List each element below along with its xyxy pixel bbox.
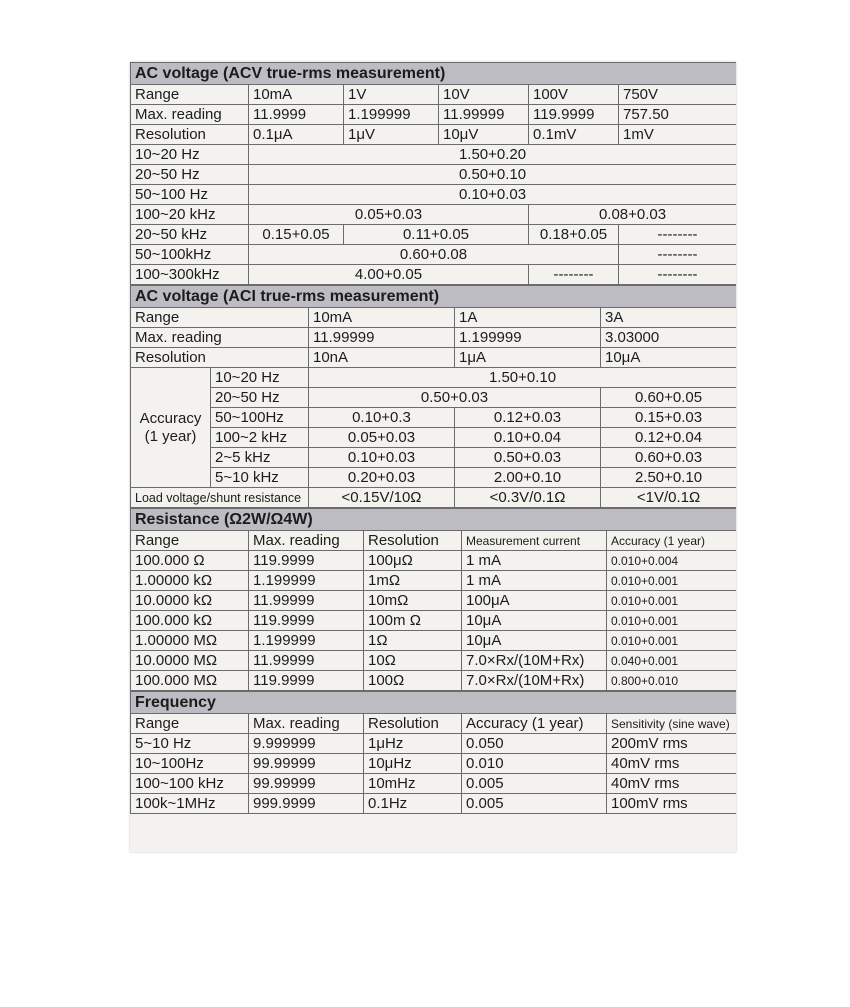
aci-accuracy-value: 2.00+0.10: [455, 468, 601, 488]
acv-resolution-value: 0.1mV: [529, 125, 619, 145]
frequency-cell: 9.999999: [249, 734, 364, 754]
acv-resolution-label: Resolution: [131, 125, 249, 145]
frequency-cell: 999.9999: [249, 794, 364, 814]
resistance-cell: 0.010+0.001: [607, 591, 737, 611]
acv-freq-label: 20~50 kHz: [131, 225, 249, 245]
aci-max-label: Max. reading: [131, 328, 309, 348]
aci-max-value: 3.03000: [601, 328, 737, 348]
aci-accuracy-label-line1: Accuracy: [139, 409, 202, 427]
aci-acc-row: [131, 448, 737, 468]
resistance-cell: 0.800+0.010: [607, 671, 737, 691]
aci-range-label: Range: [131, 308, 309, 328]
frequency-cell: 40mV rms: [607, 754, 737, 774]
acv-50-100k-row: [131, 245, 737, 265]
aci-resolution-value: 1μA: [455, 348, 601, 368]
resistance-header-row: [131, 531, 737, 551]
acv-freq-row: [131, 145, 737, 165]
acv-accuracy-value: 0.11+0.05: [344, 225, 529, 245]
resistance-row: [131, 631, 737, 651]
acv-resolution-row: [131, 125, 737, 145]
frequency-cell: 100k~1MHz: [131, 794, 249, 814]
resistance-cell: 1 mA: [462, 571, 607, 591]
resistance-cell: 10.0000 MΩ: [131, 651, 249, 671]
resistance-cell: 1.199999: [249, 631, 364, 651]
acv-accuracy-value: 0.05+0.03: [249, 205, 529, 225]
frequency-header: Resolution: [364, 714, 462, 734]
resistance-row: [131, 671, 737, 691]
acv-range-row: [131, 85, 737, 105]
frequency-cell: 200mV rms: [607, 734, 737, 754]
acv-max-row: [131, 105, 737, 125]
frequency-cell: 99.99999: [249, 754, 364, 774]
aci-accuracy-value: 0.12+0.03: [455, 408, 601, 428]
frequency-row: [131, 754, 737, 774]
resistance-cell: 119.9999: [249, 671, 364, 691]
aci-title: AC voltage (ACI true-rms measurement): [131, 286, 737, 308]
aci-freq-label: 50~100Hz: [211, 408, 309, 428]
acv-accuracy-value: --------: [619, 265, 737, 285]
resistance-cell: 10.0000 kΩ: [131, 591, 249, 611]
frequency-table: [130, 691, 736, 814]
acv-range-value: 1V: [344, 85, 439, 105]
aci-accuracy-value: 0.10+0.03: [309, 448, 455, 468]
aci-resolution-value: 10μA: [601, 348, 737, 368]
acv-max-value: 11.9999: [249, 105, 344, 125]
frequency-cell: 0.005: [462, 794, 607, 814]
acv-resolution-value: 0.1μA: [249, 125, 344, 145]
aci-freq-label: 5~10 kHz: [211, 468, 309, 488]
aci-accuracy-label: [131, 368, 211, 488]
resistance-cell: 10μA: [462, 611, 607, 631]
resistance-header: Accuracy (1 year): [607, 531, 737, 551]
acv-max-label: Max. reading: [131, 105, 249, 125]
resistance-cell: 119.9999: [249, 611, 364, 631]
frequency-cell: 0.005: [462, 774, 607, 794]
acv-title: AC voltage (ACV true-rms measurement): [131, 63, 737, 85]
resistance-row: [131, 571, 737, 591]
aci-acc-row: [131, 388, 737, 408]
acv-freq-label: 50~100kHz: [131, 245, 249, 265]
acv-resolution-value: 1mV: [619, 125, 737, 145]
acv-accuracy-value: 0.15+0.05: [249, 225, 344, 245]
frequency-header: Max. reading: [249, 714, 364, 734]
aci-accuracy-value: 1.50+0.10: [309, 368, 737, 388]
aci-accuracy-value: 0.60+0.03: [601, 448, 737, 468]
resistance-header: Max. reading: [249, 531, 364, 551]
frequency-header-row: [131, 714, 737, 734]
resistance-row: [131, 611, 737, 631]
resistance-cell: 0.040+0.001: [607, 651, 737, 671]
aci-table: [130, 285, 736, 508]
resistance-header: Resolution: [364, 531, 462, 551]
aci-load-label: Load voltage/shunt resistance: [131, 488, 309, 508]
acv-accuracy-value: --------: [619, 245, 737, 265]
aci-resolution-label: Resolution: [131, 348, 309, 368]
aci-max-row: [131, 328, 737, 348]
frequency-cell: 1μHz: [364, 734, 462, 754]
aci-load-value: <0.15V/10Ω: [309, 488, 455, 508]
resistance-cell: 119.9999: [249, 551, 364, 571]
acv-freq-label: 10~20 Hz: [131, 145, 249, 165]
aci-accuracy-value: 2.50+0.10: [601, 468, 737, 488]
frequency-title: Frequency: [131, 692, 737, 714]
aci-accuracy-value: 0.10+0.3: [309, 408, 455, 428]
aci-accuracy-label-line2: (1 year): [144, 427, 197, 445]
frequency-row: [131, 774, 737, 794]
aci-accuracy-value: 0.60+0.05: [601, 388, 737, 408]
resistance-cell: 1Ω: [364, 631, 462, 651]
resistance-cell: 7.0×Rx/(10M+Rx): [462, 651, 607, 671]
acv-resolution-value: 10μV: [439, 125, 529, 145]
acv-accuracy-value: 0.60+0.08: [249, 245, 619, 265]
acv-accuracy-value: 0.18+0.05: [529, 225, 619, 245]
aci-load-value: <1V/0.1Ω: [601, 488, 737, 508]
resistance-cell: 11.99999: [249, 591, 364, 611]
resistance-header: Measurement current: [462, 531, 607, 551]
resistance-cell: 0.010+0.001: [607, 631, 737, 651]
acv-range-value: 10mA: [249, 85, 344, 105]
resistance-cell: 100.000 Ω: [131, 551, 249, 571]
acv-freq-value: 0.50+0.10: [249, 165, 737, 185]
acv-freq-label: 50~100 Hz: [131, 185, 249, 205]
resistance-cell: 10mΩ: [364, 591, 462, 611]
resistance-cell: 100Ω: [364, 671, 462, 691]
spec-sheet: [130, 62, 736, 852]
frequency-cell: 0.1Hz: [364, 794, 462, 814]
aci-resolution-value: 10nA: [309, 348, 455, 368]
acv-max-value: 11.99999: [439, 105, 529, 125]
resistance-cell: 1.00000 MΩ: [131, 631, 249, 651]
acv-freq-row: [131, 185, 737, 205]
resistance-cell: 100μΩ: [364, 551, 462, 571]
aci-resolution-row: [131, 348, 737, 368]
acv-max-value: 757.50: [619, 105, 737, 125]
aci-freq-label: 100~2 kHz: [211, 428, 309, 448]
acv-100-300k-row: [131, 265, 737, 285]
acv-freq-value: 0.10+0.03: [249, 185, 737, 205]
acv-accuracy-value: 4.00+0.05: [249, 265, 529, 285]
resistance-row: [131, 591, 737, 611]
aci-accuracy-value: 0.12+0.04: [601, 428, 737, 448]
frequency-cell: 10mHz: [364, 774, 462, 794]
aci-acc-row: [131, 408, 737, 428]
resistance-row: [131, 651, 737, 671]
frequency-row: [131, 794, 737, 814]
acv-range-value: 10V: [439, 85, 529, 105]
resistance-cell: 10Ω: [364, 651, 462, 671]
frequency-header: Sensitivity (sine wave): [607, 714, 737, 734]
aci-accuracy-value: 0.50+0.03: [309, 388, 601, 408]
aci-accuracy-value: 0.50+0.03: [455, 448, 601, 468]
acv-range-value: 100V: [529, 85, 619, 105]
acv-accuracy-value: --------: [619, 225, 737, 245]
acv-range-value: 750V: [619, 85, 737, 105]
aci-freq-label: 2~5 kHz: [211, 448, 309, 468]
aci-max-value: 1.199999: [455, 328, 601, 348]
aci-acc-row: [131, 428, 737, 448]
aci-max-value: 11.99999: [309, 328, 455, 348]
acv-freq-label: 100~300kHz: [131, 265, 249, 285]
resistance-cell: 100.000 MΩ: [131, 671, 249, 691]
aci-range-value: 3A: [601, 308, 737, 328]
acv-20-50k-row: [131, 225, 737, 245]
frequency-cell: 5~10 Hz: [131, 734, 249, 754]
resistance-title: Resistance (Ω2W/Ω4W): [131, 509, 737, 531]
frequency-cell: 40mV rms: [607, 774, 737, 794]
frequency-cell: 0.010: [462, 754, 607, 774]
aci-freq-label: 20~50 Hz: [211, 388, 309, 408]
aci-freq-label: 10~20 Hz: [211, 368, 309, 388]
aci-accuracy-value: 0.20+0.03: [309, 468, 455, 488]
frequency-cell: 0.050: [462, 734, 607, 754]
frequency-cell: 100~100 kHz: [131, 774, 249, 794]
acv-accuracy-value: 0.08+0.03: [529, 205, 737, 225]
resistance-cell: 10μA: [462, 631, 607, 651]
frequency-header: Accuracy (1 year): [462, 714, 607, 734]
acv-max-value: 1.199999: [344, 105, 439, 125]
aci-load-value: <0.3V/0.1Ω: [455, 488, 601, 508]
aci-load-row: [131, 488, 737, 508]
resistance-row: [131, 551, 737, 571]
aci-range-value: 10mA: [309, 308, 455, 328]
acv-resolution-value: 1μV: [344, 125, 439, 145]
acv-max-value: 119.9999: [529, 105, 619, 125]
aci-accuracy-value: 0.15+0.03: [601, 408, 737, 428]
frequency-cell: 10μHz: [364, 754, 462, 774]
resistance-cell: 1.00000 kΩ: [131, 571, 249, 591]
acv-freq-value: 1.50+0.20: [249, 145, 737, 165]
aci-accuracy-value: 0.10+0.04: [455, 428, 601, 448]
aci-acc-row: [131, 468, 737, 488]
resistance-cell: 100.000 kΩ: [131, 611, 249, 631]
frequency-row: [131, 734, 737, 754]
acv-freq-row: [131, 165, 737, 185]
acv-accuracy-value: --------: [529, 265, 619, 285]
resistance-cell: 0.010+0.004: [607, 551, 737, 571]
frequency-cell: 100mV rms: [607, 794, 737, 814]
acv-100-20k-row: [131, 205, 737, 225]
frequency-cell: 10~100Hz: [131, 754, 249, 774]
resistance-cell: 0.010+0.001: [607, 611, 737, 631]
resistance-cell: 11.99999: [249, 651, 364, 671]
frequency-cell: 99.99999: [249, 774, 364, 794]
frequency-header: Range: [131, 714, 249, 734]
resistance-header: Range: [131, 531, 249, 551]
resistance-cell: 1.199999: [249, 571, 364, 591]
resistance-cell: 7.0×Rx/(10M+Rx): [462, 671, 607, 691]
aci-accuracy-value: 0.05+0.03: [309, 428, 455, 448]
acv-table: [130, 62, 736, 285]
resistance-cell: 100μA: [462, 591, 607, 611]
aci-acc-row: [131, 368, 737, 388]
acv-freq-label: 20~50 Hz: [131, 165, 249, 185]
acv-range-label: Range: [131, 85, 249, 105]
resistance-cell: 100m Ω: [364, 611, 462, 631]
acv-freq-label: 100~20 kHz: [131, 205, 249, 225]
resistance-cell: 0.010+0.001: [607, 571, 737, 591]
aci-range-row: [131, 308, 737, 328]
resistance-cell: 1mΩ: [364, 571, 462, 591]
resistance-table: [130, 508, 736, 691]
aci-range-value: 1A: [455, 308, 601, 328]
resistance-cell: 1 mA: [462, 551, 607, 571]
